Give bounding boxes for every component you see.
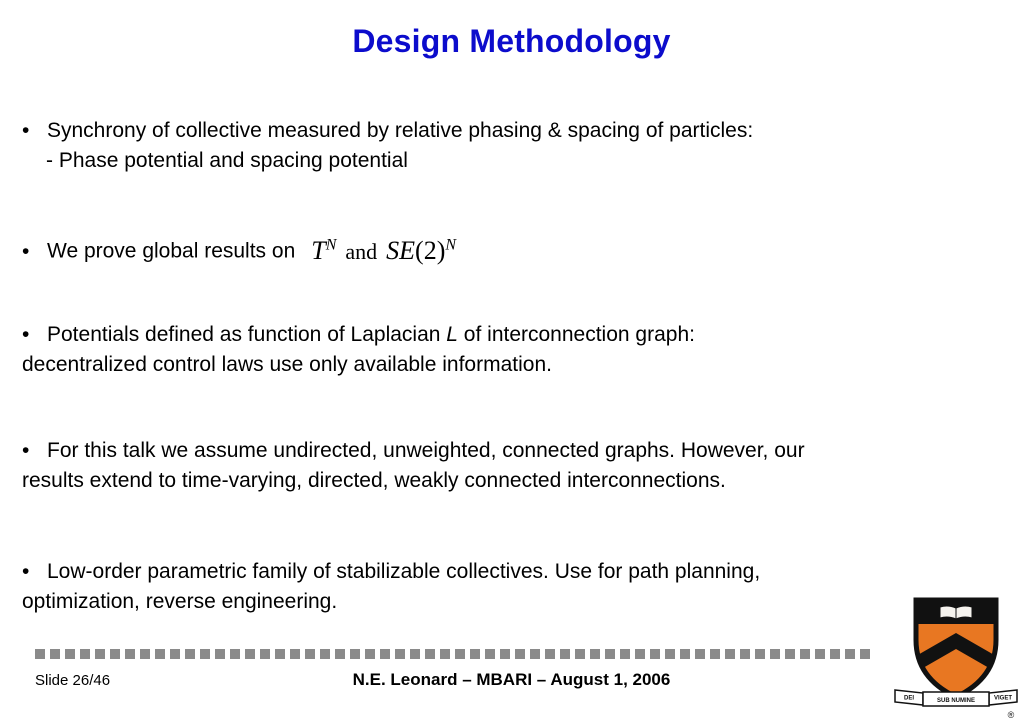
- math-torus-exponent: N: [325, 236, 337, 253]
- motto-center: SUB NUMINE: [936, 698, 976, 704]
- bullet-parametric-family-line2: optimization, reverse engineering.: [22, 590, 338, 613]
- math-and-word: and: [345, 238, 378, 264]
- bullet-icon: •: [22, 439, 30, 462]
- bullet-potentials: [22, 320, 992, 380]
- motto-left: DEI: [903, 695, 915, 702]
- bullet-potentials-line2: decentralized control laws use only available information.: [22, 353, 552, 376]
- bullet-synchrony-text: Synchrony of collective measured by relative phasing & spacing of particles:: [47, 119, 754, 142]
- bullet-icon: •: [22, 239, 30, 263]
- motto-ribbon: [895, 690, 1017, 706]
- slide-title: Design Methodology: [352, 23, 671, 59]
- princeton-crest: [893, 594, 1019, 720]
- bullet-global-results: [22, 230, 992, 267]
- bullet-synchrony-subitem: - Phase potential and spacing potential: [46, 149, 408, 172]
- math-se-symbol: SE: [386, 235, 416, 265]
- bullet-parametric-family-line1: Low-order parametric family of stabilizable collectives. Use for path planning,: [47, 560, 761, 583]
- laplacian-variable: L: [446, 323, 458, 346]
- bullet-global-results-text: We prove global results on: [47, 239, 296, 263]
- registered-mark: ®: [1007, 710, 1015, 720]
- math-torus-symbol: T: [311, 235, 326, 265]
- bullet-synchrony: [22, 116, 992, 176]
- footer-credit: N.E. Leonard – MBARI – August 1, 2006: [352, 670, 671, 689]
- bullet-parametric-family: [22, 557, 992, 617]
- motto-right: VIGET: [993, 695, 1013, 702]
- math-se-argument: (2): [415, 235, 446, 265]
- bullet-graph-assumptions-line2: results extend to time-varying, directed, weakly connected interconnections.: [22, 469, 726, 492]
- bullet-icon: •: [22, 323, 30, 346]
- slide-number: Slide 26/46: [35, 672, 111, 689]
- bullet-potentials-pre: Potentials defined as function of Laplacian: [47, 323, 447, 346]
- bullet-icon: •: [22, 560, 30, 583]
- math-se-exponent: N: [445, 236, 457, 253]
- bullet-potentials-post: of interconnection graph:: [457, 323, 695, 346]
- bullet-icon: •: [22, 119, 30, 142]
- bullet-graph-assumptions: [22, 436, 992, 496]
- bullet-graph-assumptions-line1: For this talk we assume undirected, unweighted, connected graphs. However, our: [47, 439, 805, 462]
- dotted-separator: [35, 649, 873, 659]
- math-formula: [311, 236, 456, 265]
